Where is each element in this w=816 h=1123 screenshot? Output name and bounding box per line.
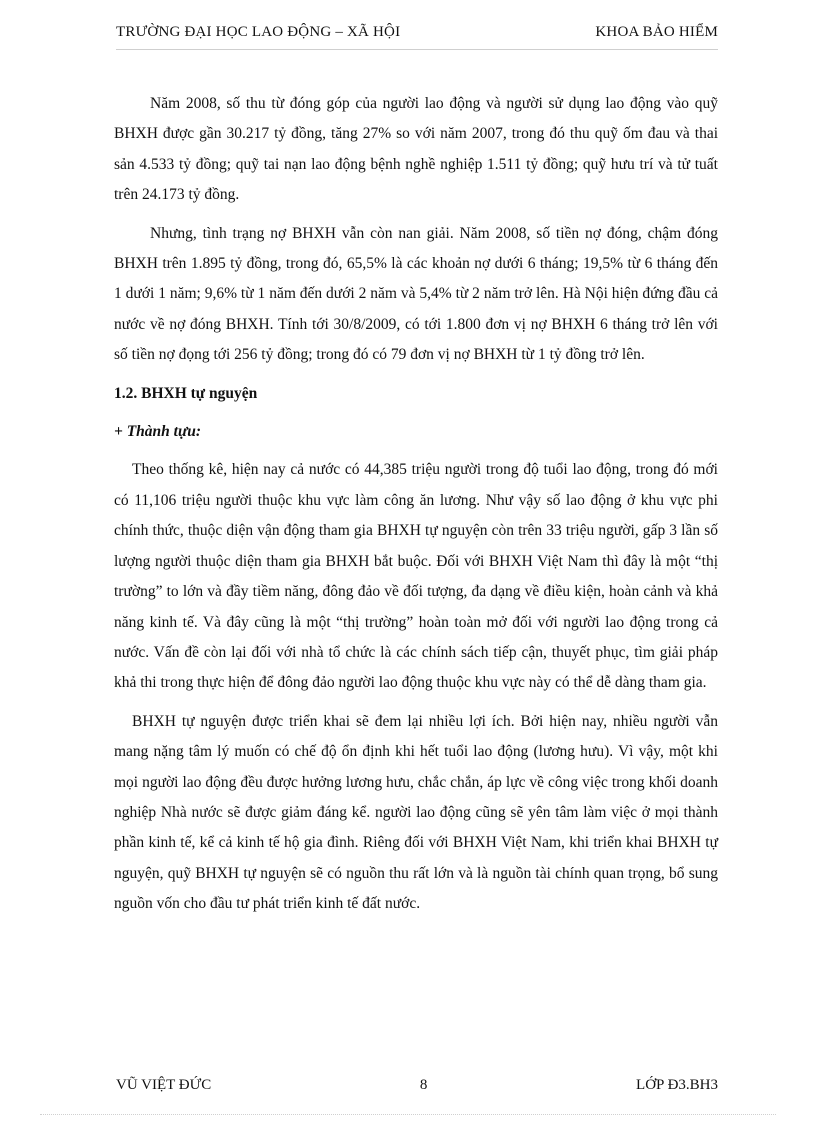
page-footer bbox=[116, 1077, 718, 1094]
header-university: TRƯỜNG ĐẠI HỌC LAO ĐỘNG – XÃ HỘI bbox=[116, 24, 401, 40]
page-number: 8 bbox=[419, 1077, 428, 1093]
subheading-achievements: + Thành tựu: bbox=[114, 423, 202, 441]
footer-class: LỚP Đ3.BH3 bbox=[636, 1077, 718, 1093]
footer-author: VŨ VIỆT ĐỨC bbox=[116, 1077, 212, 1093]
section-heading: 1.2. BHXH tự nguyện bbox=[114, 384, 258, 402]
paragraph-revenue-2008: Năm 2008, số thu từ đóng góp của người lao động và người sử dụng lao động vào quỹ BHXH được gần 30.217 tỷ đồng, tăng 27% so với năm 2007, trong đó thu quỹ ốm đau và thai sản 4.533 tỷ đồng; quỹ tai nạn lao động bệnh nghề nghiệp 1.511 tỷ đồng; quỹ hưu trí và tử tuất trên 24.173 tỷ đồng. bbox=[114, 95, 718, 204]
header-faculty: KHOA BẢO HIỂM bbox=[595, 24, 718, 40]
paragraph-statistics: Theo thống kê, hiện nay cả nước có 44,385 triệu người trong độ tuổi lao động, trong đó mới có 11,106 triệu người thuộc khu vực làm công ăn lương. Như vậy số lao động ở khu vực phi chính thức, thuộc diện vận động tham gia BHXH tự nguyện còn trên 33 triệu người, gấp 3 lần số lượng người thuộc diện tham gia BHXH bắt buộc. Đối với BHXH Việt Nam thì đây là một “thị trường” to lớn và đầy tiềm năng, đông đảo về đối tượng, đa dạng về điều kiện, hoàn cảnh và khả năng kinh tế. Và đây cũng là một “thị trường” hoàn toàn mở đối với người lao động trong cả nước. Vấn đề còn lại đối với nhà tổ chức là các chính sách tiếp cận, thuyết phục, tìm giải pháp khả thi trong thực hiện để đông đảo người lao động thuộc khu vực này có thể dễ dàng tham gia. bbox=[114, 461, 718, 692]
paragraph-debt: Nhưng, tình trạng nợ BHXH vẫn còn nan giải. Năm 2008, số tiền nợ đóng, chậm đóng BHXH trên 1.895 tỷ đồng, trong đó, 65,5% là các khoản nợ dưới 6 tháng; 19,5% từ 6 tháng đến 1 dưới 1 năm; 9,6% từ 1 năm đến dưới 2 năm và 5,4% từ 2 năm trở lên. Hà Nội hiện đứng đầu cả nước về nợ đóng BHXH. Tính tới 30/8/2009, có tới 1.800 đơn vị nợ BHXH 6 tháng trở lên với số tiền nợ đọng tới 256 tỷ đồng; trong đó có 79 đơn vị nợ BHXH từ 1 tỷ đồng trở lên. bbox=[114, 224, 718, 364]
paragraph-benefits: BHXH tự nguyện được triển khai sẽ đem lại nhiều lợi ích. Bởi hiện nay, nhiều người vẫn mang nặng tâm lý muốn có chế độ ổn định khi hết tuổi lao động (lương hưu). Vì vậy, một khi mọi người lao động đều được hưởng lương hưu, chắc chắn, áp lực về công việc trong khối doanh nghiệp Nhà nước sẽ được giảm đáng kể. người lao động cũng sẽ yên tâm làm việc ở mọi thành phần kinh tế, kể cả kinh tế hộ gia đình. Riêng đối với BHXH Việt Nam, khi triển khai BHXH tự nguyện, quỹ BHXH tự nguyện sẽ có nguồn thu rất lớn và là nguồn tài chính quan trọng, bổ sung nguồn vốn cho đầu tư phát triển kinh tế đất nước. bbox=[114, 712, 718, 913]
document-body bbox=[114, 89, 718, 928]
page-bottom-divider bbox=[40, 1114, 776, 1115]
page-header bbox=[116, 24, 718, 50]
